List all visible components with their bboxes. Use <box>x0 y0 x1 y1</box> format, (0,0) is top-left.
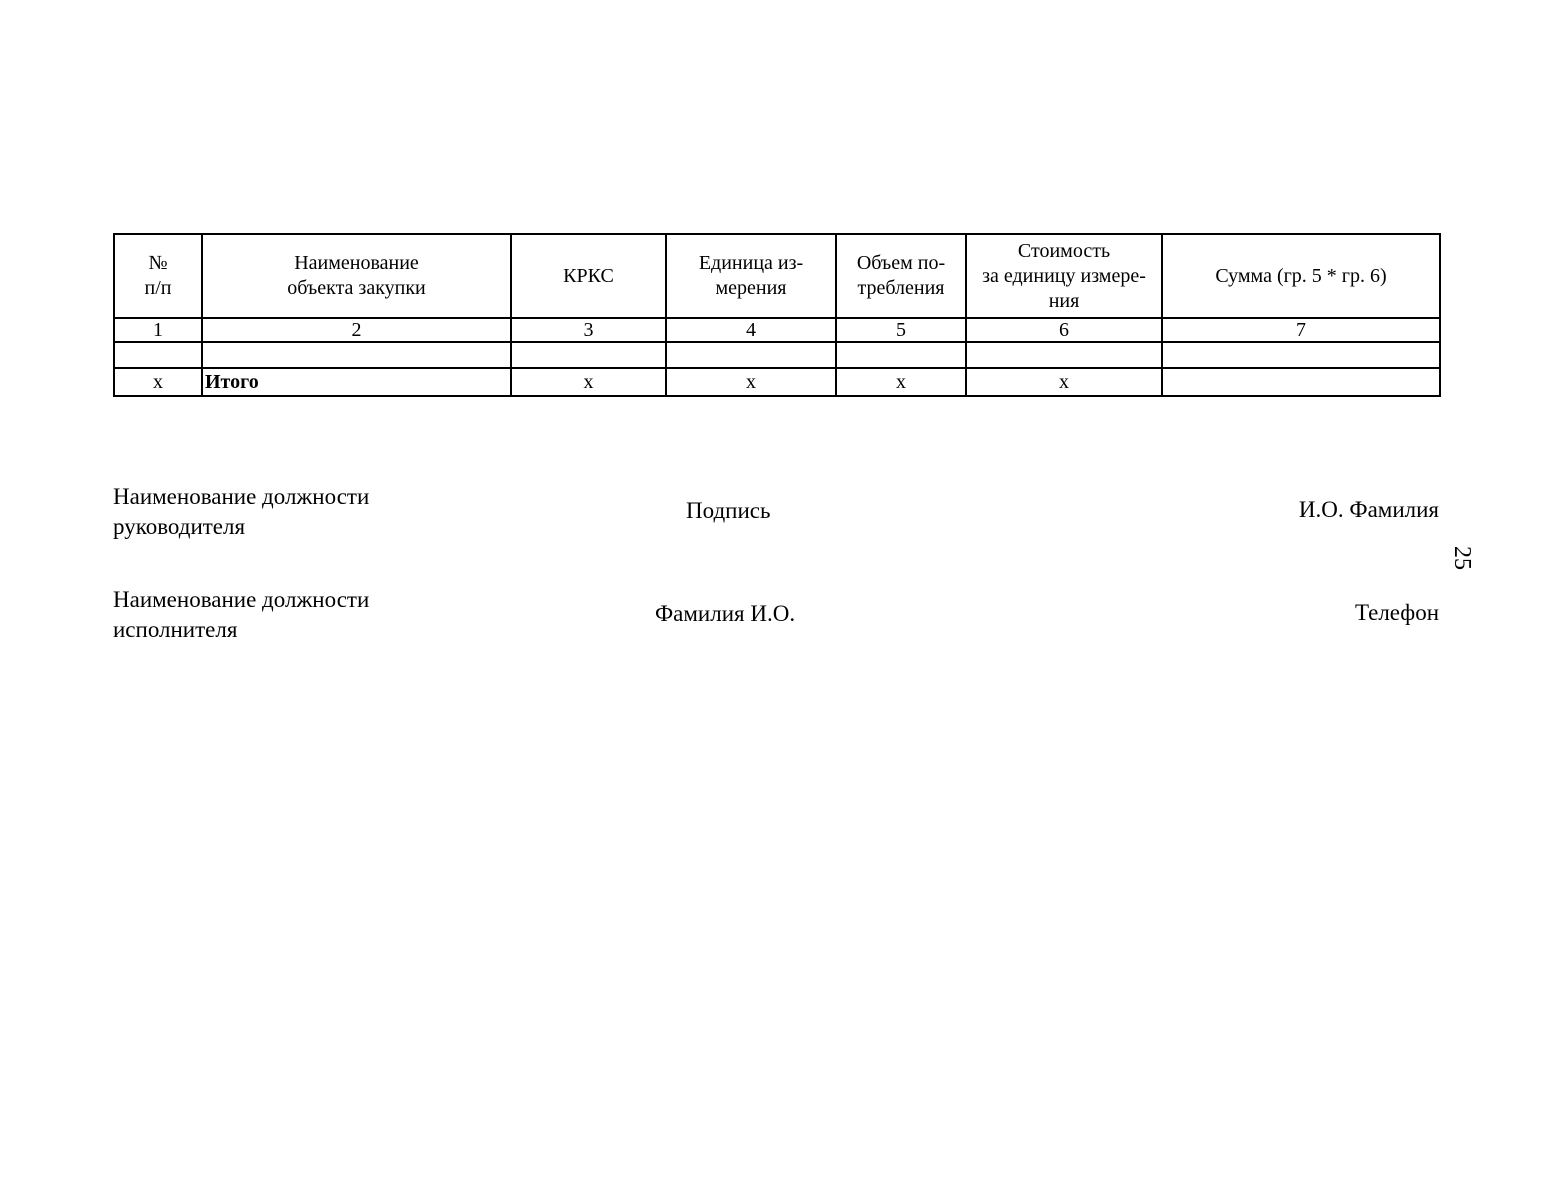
column-number-cell: 6 <box>966 318 1162 342</box>
column-number-cell: 7 <box>1162 318 1440 342</box>
empty-cell <box>1162 342 1440 368</box>
manager-name-label: И.О. Фамилия <box>1298 497 1439 522</box>
column-number-cell: 4 <box>666 318 836 342</box>
empty-cell <box>114 342 202 368</box>
empty-cell <box>202 342 511 368</box>
total-label: Итого <box>202 368 511 396</box>
table-row-total <box>114 368 1440 396</box>
header-cell-sum: Сумма (гр. 5 * гр. 6) <box>1162 234 1440 318</box>
page-number: 25 <box>1449 546 1475 570</box>
total-cell: x <box>966 368 1162 396</box>
manager-signature-label: Подпись <box>686 498 771 523</box>
column-number-cell: 3 <box>511 318 666 342</box>
header-cell-krks: КРКС <box>511 234 666 318</box>
empty-cell <box>666 342 836 368</box>
total-sum-cell <box>1162 368 1440 396</box>
header-cell-number: № п/п <box>114 234 202 318</box>
empty-cell <box>966 342 1162 368</box>
table-header-row <box>114 234 1440 318</box>
empty-cell <box>836 342 966 368</box>
column-number-cell: 2 <box>202 318 511 342</box>
header-cell-volume: Объем по- требления <box>836 234 966 318</box>
total-cell: x <box>836 368 966 396</box>
executor-phone-label: Телефон <box>1354 600 1439 625</box>
header-cell-unit-cost: Стоимость за единицу измере- ния <box>966 234 1162 318</box>
column-number-row <box>114 318 1440 342</box>
manager-position-label: Наименование должности руководителя <box>113 484 370 539</box>
procurement-table <box>113 233 1441 397</box>
header-cell-unit: Единица из- мерения <box>666 234 836 318</box>
column-number-cell: 5 <box>836 318 966 342</box>
executor-position-label: Наименование должности исполнителя <box>113 587 370 642</box>
table-row-empty <box>114 342 1440 368</box>
total-cell: x <box>511 368 666 396</box>
executor-name-label: Фамилия И.О. <box>655 601 796 626</box>
total-cell: x <box>666 368 836 396</box>
header-cell-object-name: Наименование объекта закупки <box>202 234 511 318</box>
total-cell: x <box>114 368 202 396</box>
column-number-cell: 1 <box>114 318 202 342</box>
empty-cell <box>511 342 666 368</box>
